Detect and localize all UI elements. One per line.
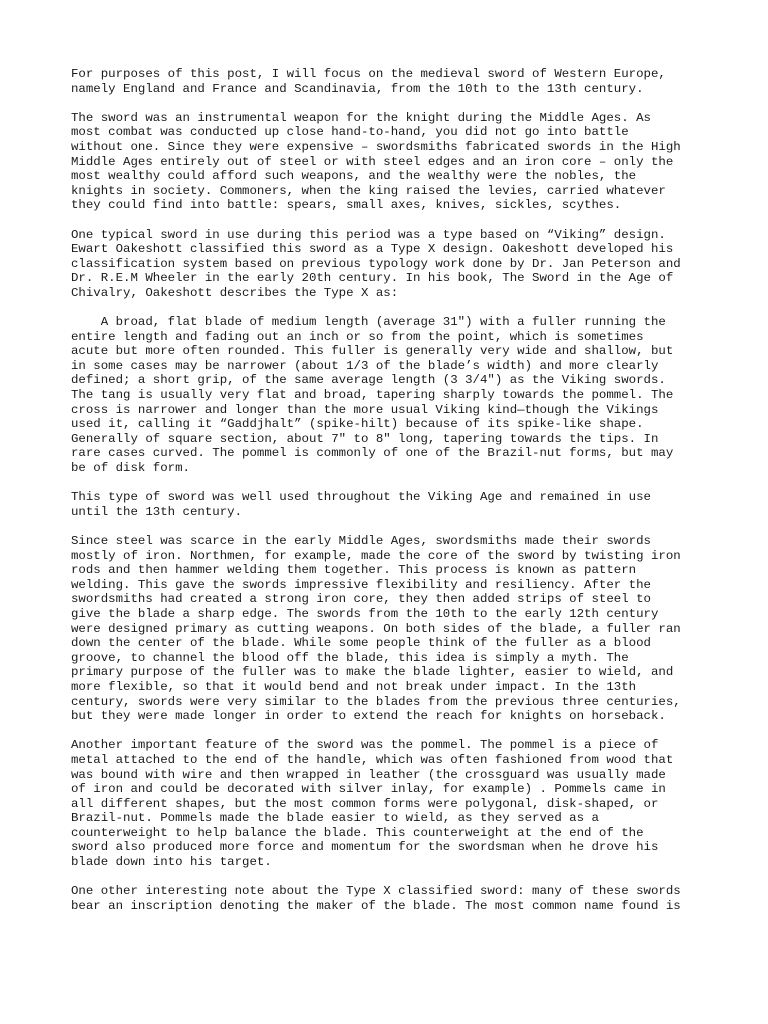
blockquote-type-x-description: A broad, flat blade of medium length (average 31″) with a fuller running the entire length and fading out an inch or so from the point, which is sometimes acute but more often rounded. This fuller is generally very wide and shallow, but in some cases may be narrower (about 1/3 of the blade’s width) and more clearly defined; a short grip, of the same average length (3 3/4″) as the Viking swords. The tang is usually very flat and broad, tapering sharply towards the pommel. The cross is narrower and longer than the more usual Viking kind—though the Vikings used it, calling it “Gaddjhalt” (spike-hilt) because of its spike-like shape. Generally of square section, about 7″ to 8″ long, tapering towards the tips. In rare cases curved. The pommel is commonly of one of the Brazil-nut forms, but may be of disk form. <box>71 315 674 476</box>
paragraph-viking-design: One typical sword in use during this period was a type based on “Viking” design. Ewart Oakeshott classified this sword as a Type X design. Oakeshott developed his classification system based on previous typology work done by Dr. Jan Peterson and Dr. R.E.M Wheeler in the early 20th century. In his book, The Sword in the Age of Chivalry, Oakeshott describes the Type X as: <box>71 227 681 300</box>
paragraph-steel-scarce: Since steel was scarce in the early Middle Ages, swordsmiths made their swords mostly of iron. Northmen, for example, made the core of the sword by twisting iron rods and then hammer welding them together. This process is known as pattern welding. This gave the swords impressive flexibility and resiliency. After the swordsmiths had created a strong iron core, they then added strips of steel to give the blade a sharp edge. The swords from the 10th to the early 12th century were designed primary as cutting weapons. On both sides of the blade, a fuller ran down the center of the blade. While some people think of the fuller as a blood groove, to channel the blood off the blade, this idea is simply a myth. The primary purpose of the fuller was to make the blade lighter, easier to wield, and more flexible, so that it would bend and not break under impact. In the 13th century, swords were very similar to the blades from the previous three centuries, but they were made longer in order to extend the reach for knights on horseback. <box>71 534 681 724</box>
paragraph-intro: For purposes of this post, I will focus on the medieval sword of Western Europe, namely England and France and Scandinavia, from the 10th to the 13th century. <box>71 67 666 96</box>
paragraph-sword-instrumental: The sword was an instrumental weapon for the knight during the Middle Ages. As most combat was conducted up close hand-to-hand, you did not go into battle without one. Since they were expensive – swordsmiths fabricated swords in the High Middle Ages entirely out of steel or with steel edges and an iron core – only the most wealthy could afford such weapons, and the wealthy were the nobles, the knights in society. Commoners, when the king raised the levies, carried whatever they could find into battle: spears, small axes, knives, sickles, scythes. <box>71 110 681 213</box>
paragraph-inscription: One other interesting note about the Type X classified sword: many of these swords bear an inscription denoting the maker of the blade. The most common name found is <box>71 884 681 913</box>
document-page <box>71 67 761 928</box>
paragraph-pommel: Another important feature of the sword was the pommel. The pommel is a piece of metal attached to the end of the handle, which was often fashioned from wood that was bound with wire and then wrapped in leather (the crossguard was usually made of iron and could be decorated with silver inlay, for example) . Pommels came in all different shapes, but the most common forms were polygonal, disk-shaped, or Brazil-nut. Pommels made the blade easier to wield, as they served as a counterweight to help balance the blade. This counterweight at the end of the sword also produced more force and momentum for the swordsman when he drove his blade down into his target. <box>71 738 674 870</box>
paragraph-viking-age-use: This type of sword was well used throughout the Viking Age and remained in use until the 13th century. <box>71 490 651 519</box>
